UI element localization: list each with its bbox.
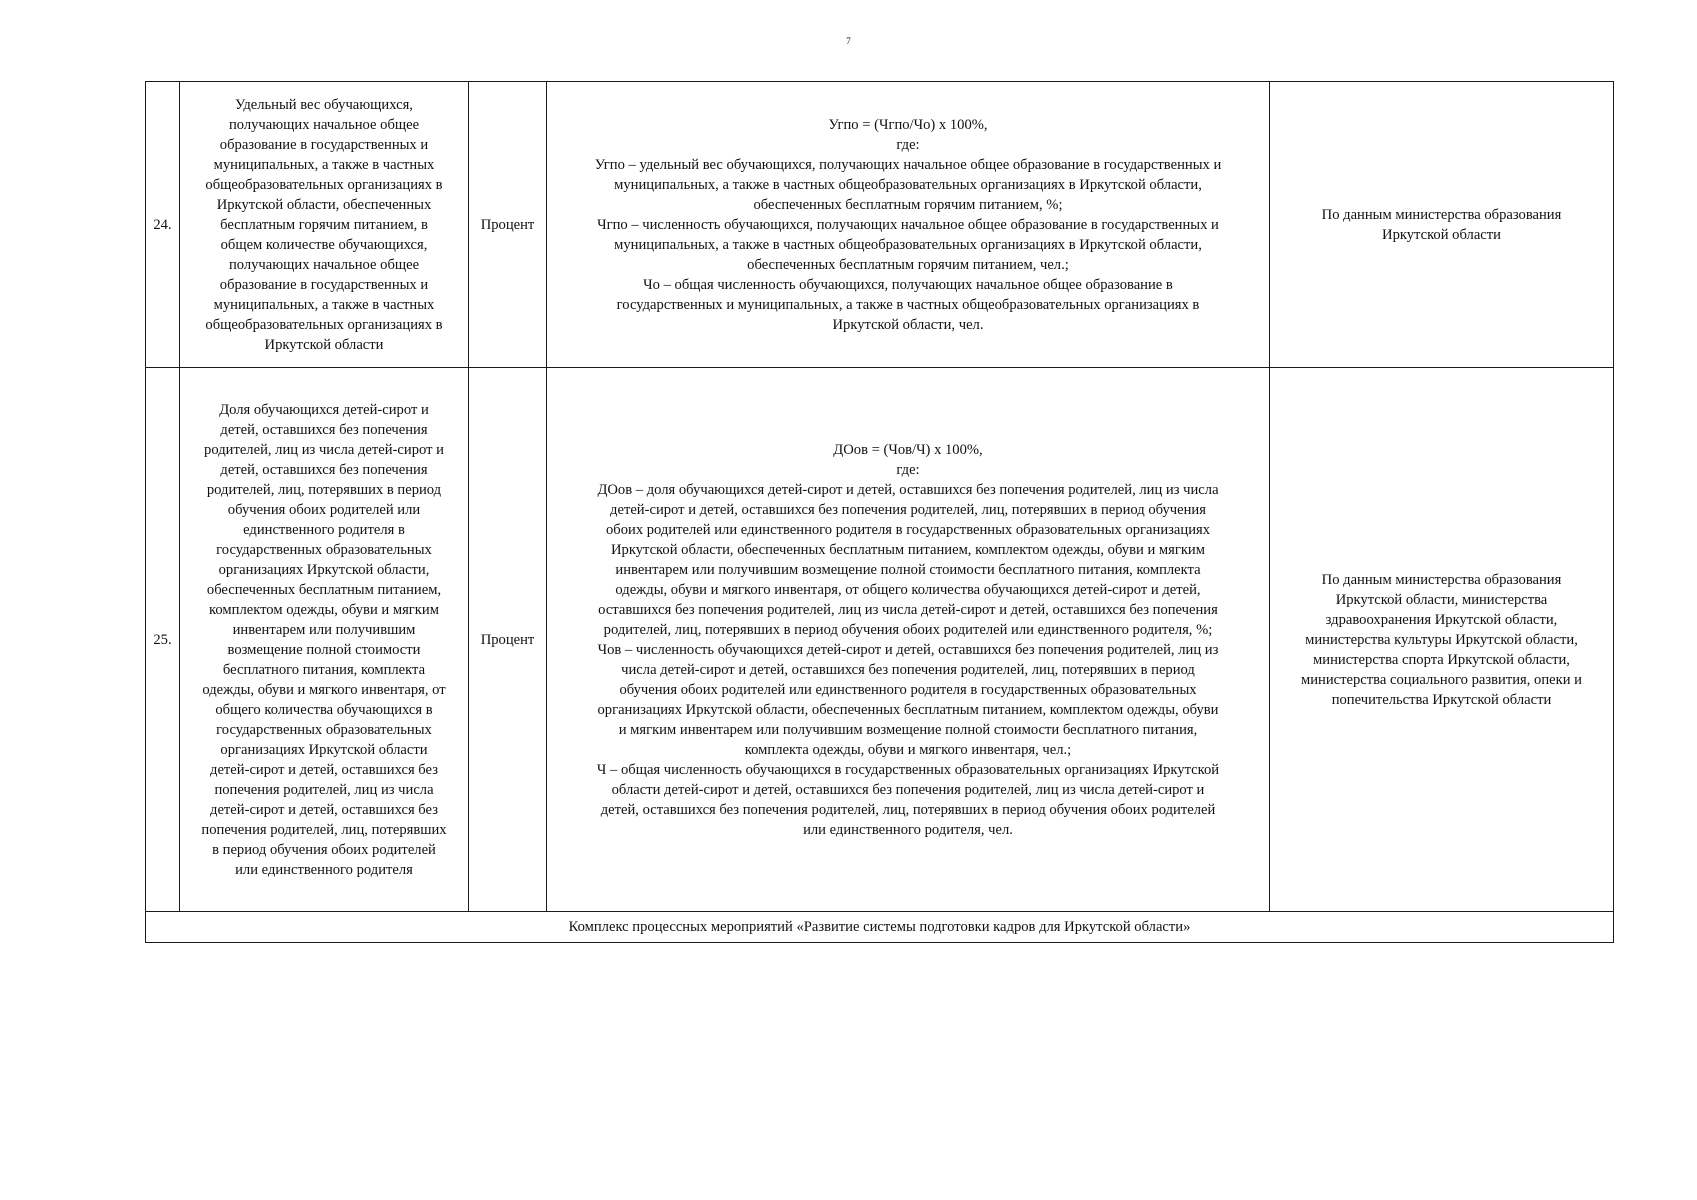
page-number: 7 [846,36,851,46]
row-number: 24. [146,82,180,368]
indicator-name: Доля обучающихся детей-сирот и детей, оставшихся без попечения родителей, лиц из числа детей-сирот и детей, оставшихся без попечения родителей, лиц, потерявших в период обучения обоих родителей или единственного родителя в государственных образовательных организациях Иркутской области, обеспеченных бесплатным питанием, комплектом одежды, обуви и мягким инвентарем или получившим возмещение полной стоимости бесплатного питания, комплекта одежды, обуви и мягкого инвентаря, от общего количества обучающихся в государственных образовательных организациях Иркутской области детей-сирот и детей, оставшихся без попечения родителей, лиц из числа детей-сирот и детей, оставшихся без попечения родителей, лиц, потерявших в период обучения обоих родителей или единственного родителя [180,368,469,912]
indicator-unit: Процент [469,368,547,912]
table-row [146,368,1614,912]
data-source: По данным министерства образования Иркутской области, министерства здравоохранения Иркутской области, министерства культуры Иркутской области, министерства спорта Иркутской области, министерства социального развития, опеки и попечительства Иркутской области [1270,368,1614,912]
calculation-formula: ДОов = (Чов/Ч) х 100%, где: ДОов – доля обучающихся детей-сирот и детей, оставшихся без попечения родителей, лиц из числа детей-сирот и детей, оставшихся без попечения родителей, лиц, потерявших в период обучения обоих родителей или единственного родителя в государственных образовательных организациях Иркутской области, обеспеченных бесплатным питанием, комплектом одежды, обуви и мягким инвентарем или получившим возмещение полной стоимости бесплатного питания, комплекта одежды, обуви и мягкого инвентаря, от общего количества обучающихся детей-сирот и детей, оставшихся без попечения родителей, лиц из числа детей-сирот и детей, оставшихся без попечения родителей, лиц, потерявших в период обучения обоих родителей или единственного родителя, %; Чов – численность обучающихся детей-сирот и детей, оставшихся без попечения родителей, лиц из числа детей-сирот и детей, оставшихся без попечения родителей, лиц, потерявших в период обучения обоих родителей или единственного родителя в государственных образовательных организациях Иркутской области, обеспеченных бесплатным питанием, комплектом одежды, обуви и мягким инвентарем или получившим возмещение полной стоимости бесплатного питания, комплекта одежды, обуви и мягкого инвентаря, чел.; Ч – общая численность обучающихся в государственных образовательных организациях Иркутской области детей-сирот и детей, оставшихся без попечения родителей, лиц из числа детей-сирот и детей, оставшихся без попечения родителей, лиц, потерявших в период обучения обоих родителей или единственного родителя, чел. [547,368,1270,912]
calculation-formula: Угпо = (Чгпо/Чо) х 100%, где: Угпо – удельный вес обучающихся, получающих начальное общее образование в государственных и муниципальных, а также в частных общеобразовательных организациях в Иркутской области, обеспеченных бесплатным горячим питанием, %; Чгпо – численность обучающихся, получающих начальное общее образование в государственных и муниципальных, а также в частных общеобразовательных организациях в Иркутской области, обеспеченных бесплатным горячим питанием, чел.; Чо – общая численность обучающихся, получающих начальное общее образование в государственных и муниципальных, а также в частных общеобразовательных организациях в Иркутской области, чел. [547,82,1270,368]
indicator-unit: Процент [469,82,547,368]
section-header-row [146,912,1614,943]
table-row [146,82,1614,368]
data-source: По данным министерства образования Иркутской области [1270,82,1614,368]
row-number: 25. [146,368,180,912]
indicators-table [145,81,1614,943]
section-title: Комплекс процессных мероприятий «Развитие системы подготовки кадров для Иркутской области» [146,912,1614,943]
indicator-name: Удельный вес обучающихся, получающих начальное общее образование в государственных и муниципальных, а также в частных общеобразовательных организациях в Иркутской области, обеспеченных бесплатным горячим питанием, в общем количестве обучающихся, получающих начальное общее образование в государственных и муниципальных, а также в частных общеобразовательных организациях в Иркутской области [180,82,469,368]
